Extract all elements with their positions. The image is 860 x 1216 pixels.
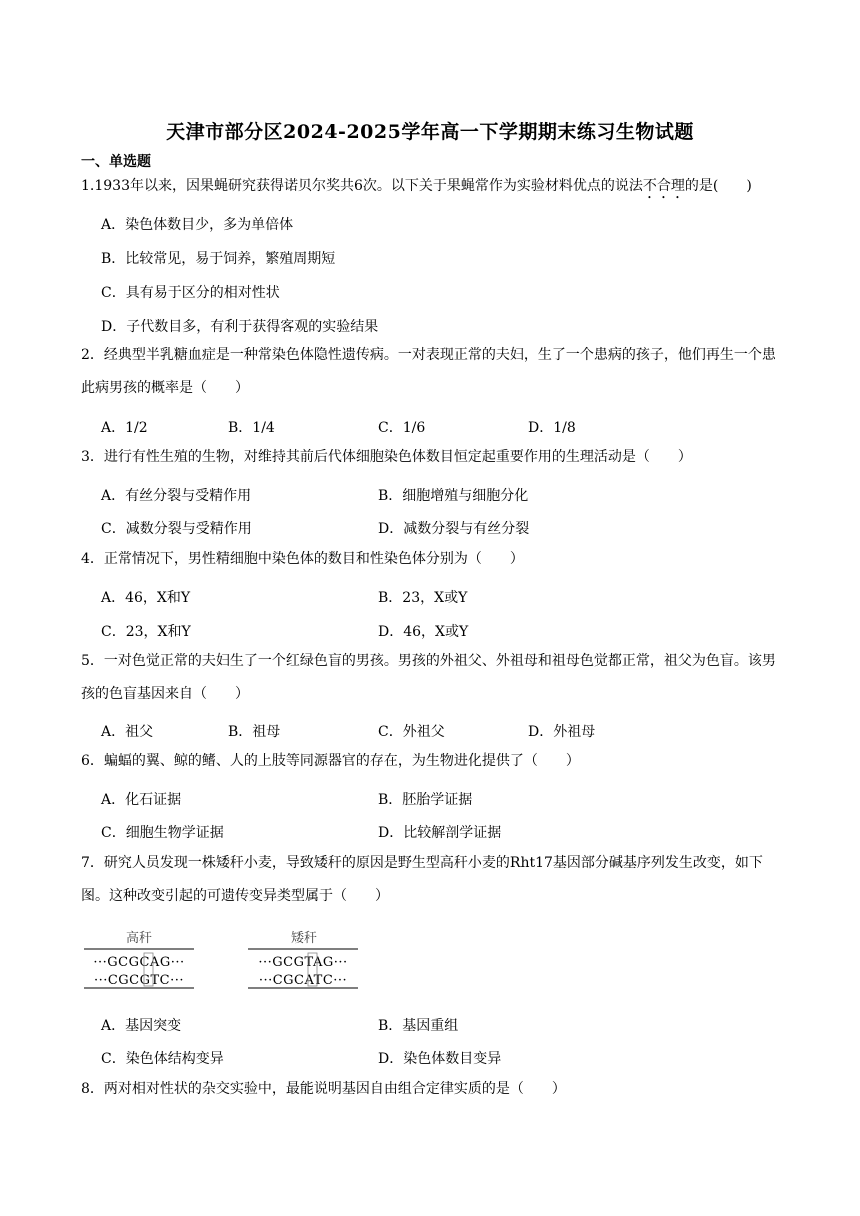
question-6-option-a[interactable]: A．化石证据 [101,792,182,808]
question-5-option-c[interactable]: C．外祖父 [378,724,445,740]
short-stem-label: 矮秆 [290,931,318,946]
question-4-option-d[interactable]: D．46，X或Y [378,624,469,640]
short-top-strand: ···GCGTAG··· [258,955,348,970]
question-2-stem: 2．经典型半乳糖血症是一种常染色体隐性遗传病。一对表现正常的夫妇，生了一个患病的孩子，他们再生一个患此病男孩的概率是（ ） [81,347,776,396]
question-5-option-d[interactable]: D．外祖母 [528,724,596,740]
question-8-stem: 8．两对相对性状的杂交实验中，最能说明基因自由组合定律实质的是（ ） [81,1081,566,1097]
question-2-option-b[interactable]: B．1/4 [228,420,275,436]
question-7-option-c[interactable]: C．染色体结构变异 [101,1051,224,1067]
question-7-stem: 7．研究人员发现一株矮秆小麦，导致矮秆的原因是野生型高秆小麦的Rht17基因部分碱基序列发生改变，如下图。这种改变引起的可遗传变异类型属于（ ） [81,855,763,904]
question-4-stem: 4．正常情况下，男性精细胞中染色体的数目和性染色体分别为（ ） [81,551,524,567]
question-6-option-c[interactable]: C．细胞生物学证据 [101,825,224,841]
question-2-option-a[interactable]: A．1/2 [101,420,148,436]
question-2-option-c[interactable]: C．1/6 [378,420,426,436]
tall-bottom-strand: ···CGCGTC··· [93,973,185,988]
question-6-option-d[interactable]: D．比较解剖学证据 [378,825,502,841]
section-heading: 一、单选题 [81,154,151,170]
question-7-option-b[interactable]: B．基因重组 [378,1018,459,1034]
page-title: 天津市部分区2024-2025学年高一下学期期末练习生物试题 [166,121,694,143]
question-5-option-a[interactable]: A．祖父 [101,724,154,740]
question-7-option-d[interactable]: D．染色体数目变异 [378,1051,502,1067]
question-7-option-a[interactable]: A．基因突变 [101,1018,182,1034]
question-2-option-d[interactable]: D．1/8 [528,420,576,436]
question-1-stem: 1.1933年以来，因果蝇研究获得诺贝尔奖共6次。以下关于果蝇常作为实验材料优点的说法不合理的是( ) [81,178,752,194]
question-3-stem: 3．进行有性生殖的生物，对维持其前后代体细胞染色体数目恒定起重要作用的生理活动是（ ） [81,449,692,465]
question-1-emphasis: 不合理 [642,178,685,194]
question-1-option-c[interactable]: C．具有易于区分的相对性状 [101,285,280,301]
question-5-option-b[interactable]: B．祖母 [228,724,281,740]
question-3-option-d[interactable]: D．减数分裂与有丝分裂 [378,521,530,537]
tall-stem-label: 高秆 [125,931,153,946]
question-4-option-a[interactable]: A．46，X和Y [101,590,191,606]
question-1-option-b[interactable]: B．比较常见，易于饲养，繁殖周期短 [101,251,336,267]
question-4-option-b[interactable]: B．23，X或Y [378,590,468,606]
question-6-option-b[interactable]: B．胚胎学证据 [378,792,473,808]
question-3-option-a[interactable]: A．有丝分裂与受精作用 [101,488,252,504]
question-3-option-b[interactable]: B．细胞增殖与细胞分化 [378,488,529,504]
question-5-stem: 5．一对色觉正常的夫妇生了一个红绿色盲的男孩。男孩的外祖父、外祖母和祖母色觉都正常，祖父为色盲。该男孩的色盲基因来自（ ） [81,653,776,702]
question-1-option-d[interactable]: D．子代数目多，有利于获得客观的实验结果 [101,319,379,335]
question-4-option-c[interactable]: C．23，X和Y [101,624,191,640]
short-bottom-strand: ···CGCATC··· [258,973,348,988]
gene-sequence-figure [84,928,374,992]
question-1-option-a[interactable]: A．染色体数目少，多为单倍体 [101,217,294,233]
tall-top-strand: ···GCGCAG··· [93,955,185,970]
question-3-option-c[interactable]: C．减数分裂与受精作用 [101,521,252,537]
question-6-stem: 6．蝙蝠的翼、鲸的鳍、人的上肢等同源器官的存在，为生物进化提供了（ ） [81,753,580,769]
